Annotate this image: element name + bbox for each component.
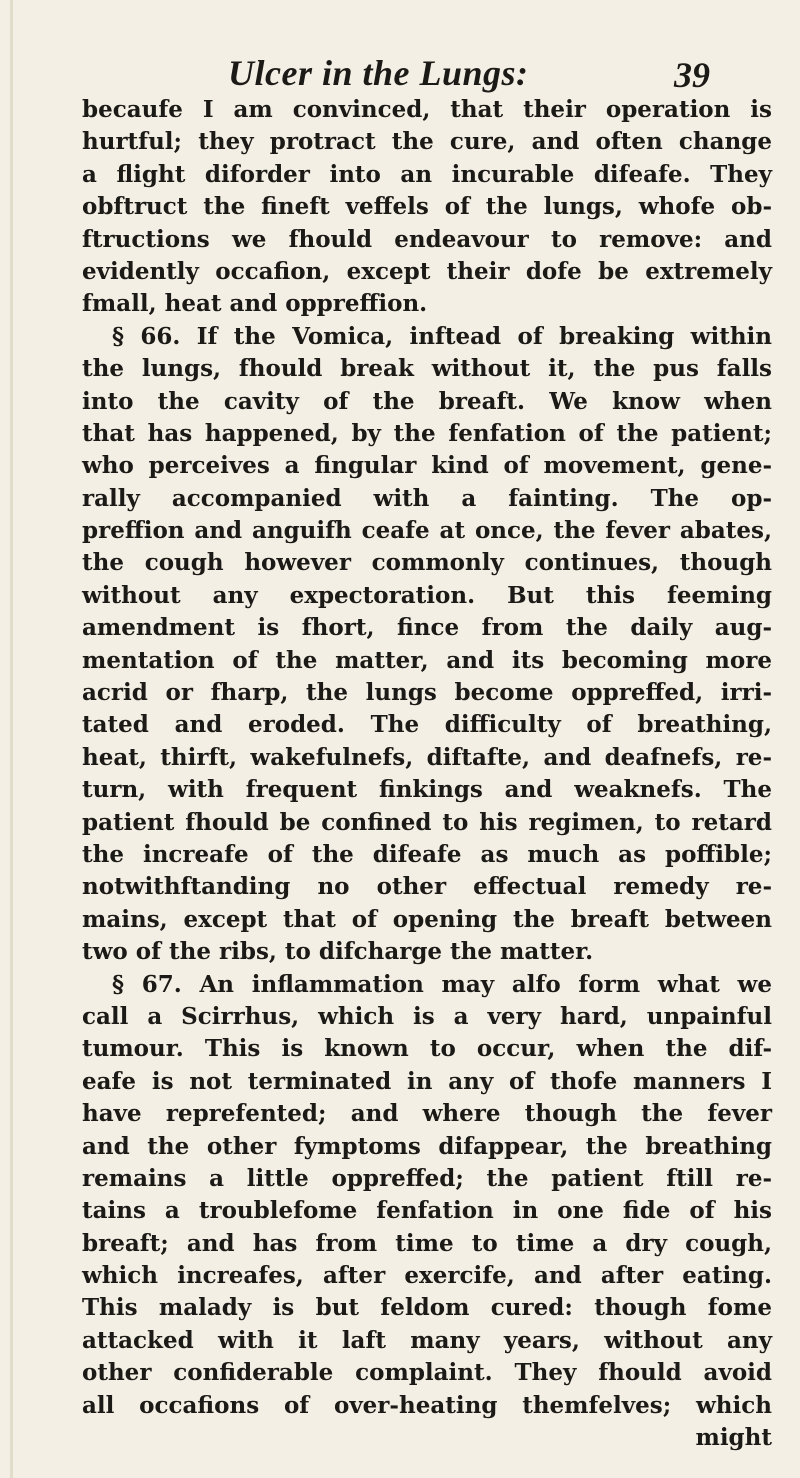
text-line: preffion and anguifh ceafe at once, the fever abates, (82, 517, 772, 545)
text-line: mentation of the matter, and its becoming more (82, 646, 772, 674)
text-line: This malady is but feldom cured: though fome (82, 1294, 772, 1322)
text-line: the increafe of the difeafe as much as poffible; (82, 840, 772, 868)
text-line: mains, except that of opening the breaft between (82, 905, 772, 933)
text-line: acrid or fharp, the lungs become oppreffed, irri- (82, 679, 772, 707)
text-line: without any expectoration. But this feeming (82, 581, 772, 609)
text-line: the lungs, fhould break without it, the pus falls (82, 355, 772, 383)
text-line: turn, with frequent finkings and weaknefs. The (82, 776, 772, 804)
text-line: have reprefented; and where though the fever (82, 1100, 772, 1128)
text-line: into the cavity of the breaft. We know when (82, 387, 772, 415)
text-line: and the other fymptoms difappear, the breathing (82, 1132, 772, 1160)
text-line: obftruct the fineft veffels of the lungs, whofe ob- (82, 193, 772, 221)
text-line: remains a little oppreffed; the patient ftill re- (82, 1164, 772, 1192)
text-line: ftructions we fhould endeavour to remove: and (82, 225, 772, 253)
text-line: becaufe I am convinced, that their operation is (82, 96, 772, 123)
text-line: tumour. This is known to occur, when the dif- (82, 1035, 772, 1063)
catchword: might (695, 1424, 772, 1452)
text-line: heat, thirft, wakefulnefs, diftafte, and deafnefs, re- (82, 743, 772, 771)
text-line: that has happened, by the fenfation of the patient; (82, 419, 772, 447)
text-line: hurtful; they protract the cure, and often change (82, 128, 772, 156)
text-line: rally accompanied with a fainting. The op- (82, 484, 772, 512)
text-line: a flight diforder into an incurable difeafe. They (82, 160, 772, 188)
text-line: the cough however commonly continues, though (82, 549, 772, 577)
text-line: tated and eroded. The difficulty of breathing, (82, 711, 772, 739)
running-head: Ulcer in the Lungs: (228, 53, 529, 93)
text-line: all occafions of over-heating themfelves; which (82, 1391, 772, 1419)
text-line: § 67. An inflammation may alfo form what we (112, 970, 772, 998)
text-line: two of the ribs, to difcharge the matter. (82, 938, 594, 966)
text-line: other confiderable complaint. They fhould avoid (82, 1359, 772, 1387)
text-line: amendment is fhort, fince from the daily aug- (82, 614, 772, 642)
text-line: notwithftanding no other effectual remedy re- (82, 873, 772, 901)
text-line: tains a troublefome fenfation in one fide of his (82, 1197, 772, 1225)
text-line: who perceives a fingular kind of movement, gene- (82, 452, 772, 480)
page-number: 39 (674, 55, 710, 95)
text-line: evidently occafion, except their dofe be extremely (82, 257, 772, 285)
text-line: eafe is not terminated in any of thofe manners I (82, 1067, 772, 1095)
text-line: patient fhould be confined to his regimen, to retard (82, 808, 772, 836)
gutter-shadow (10, 0, 13, 1478)
text-line: which increafes, after exercife, and after eating. (82, 1262, 772, 1290)
text-line: § 66. If the Vomica, inftead of breaking within (112, 322, 772, 350)
body-text (82, 94, 772, 1454)
text-line: call a Scirrhus, which is a very hard, unpainful (82, 1002, 772, 1030)
text-line: fmall, heat and oppreffion. (82, 290, 428, 318)
text-line: attacked with it laft many years, without any (82, 1326, 772, 1354)
text-line: breaft; and has from time to time a dry cough, (82, 1229, 772, 1257)
